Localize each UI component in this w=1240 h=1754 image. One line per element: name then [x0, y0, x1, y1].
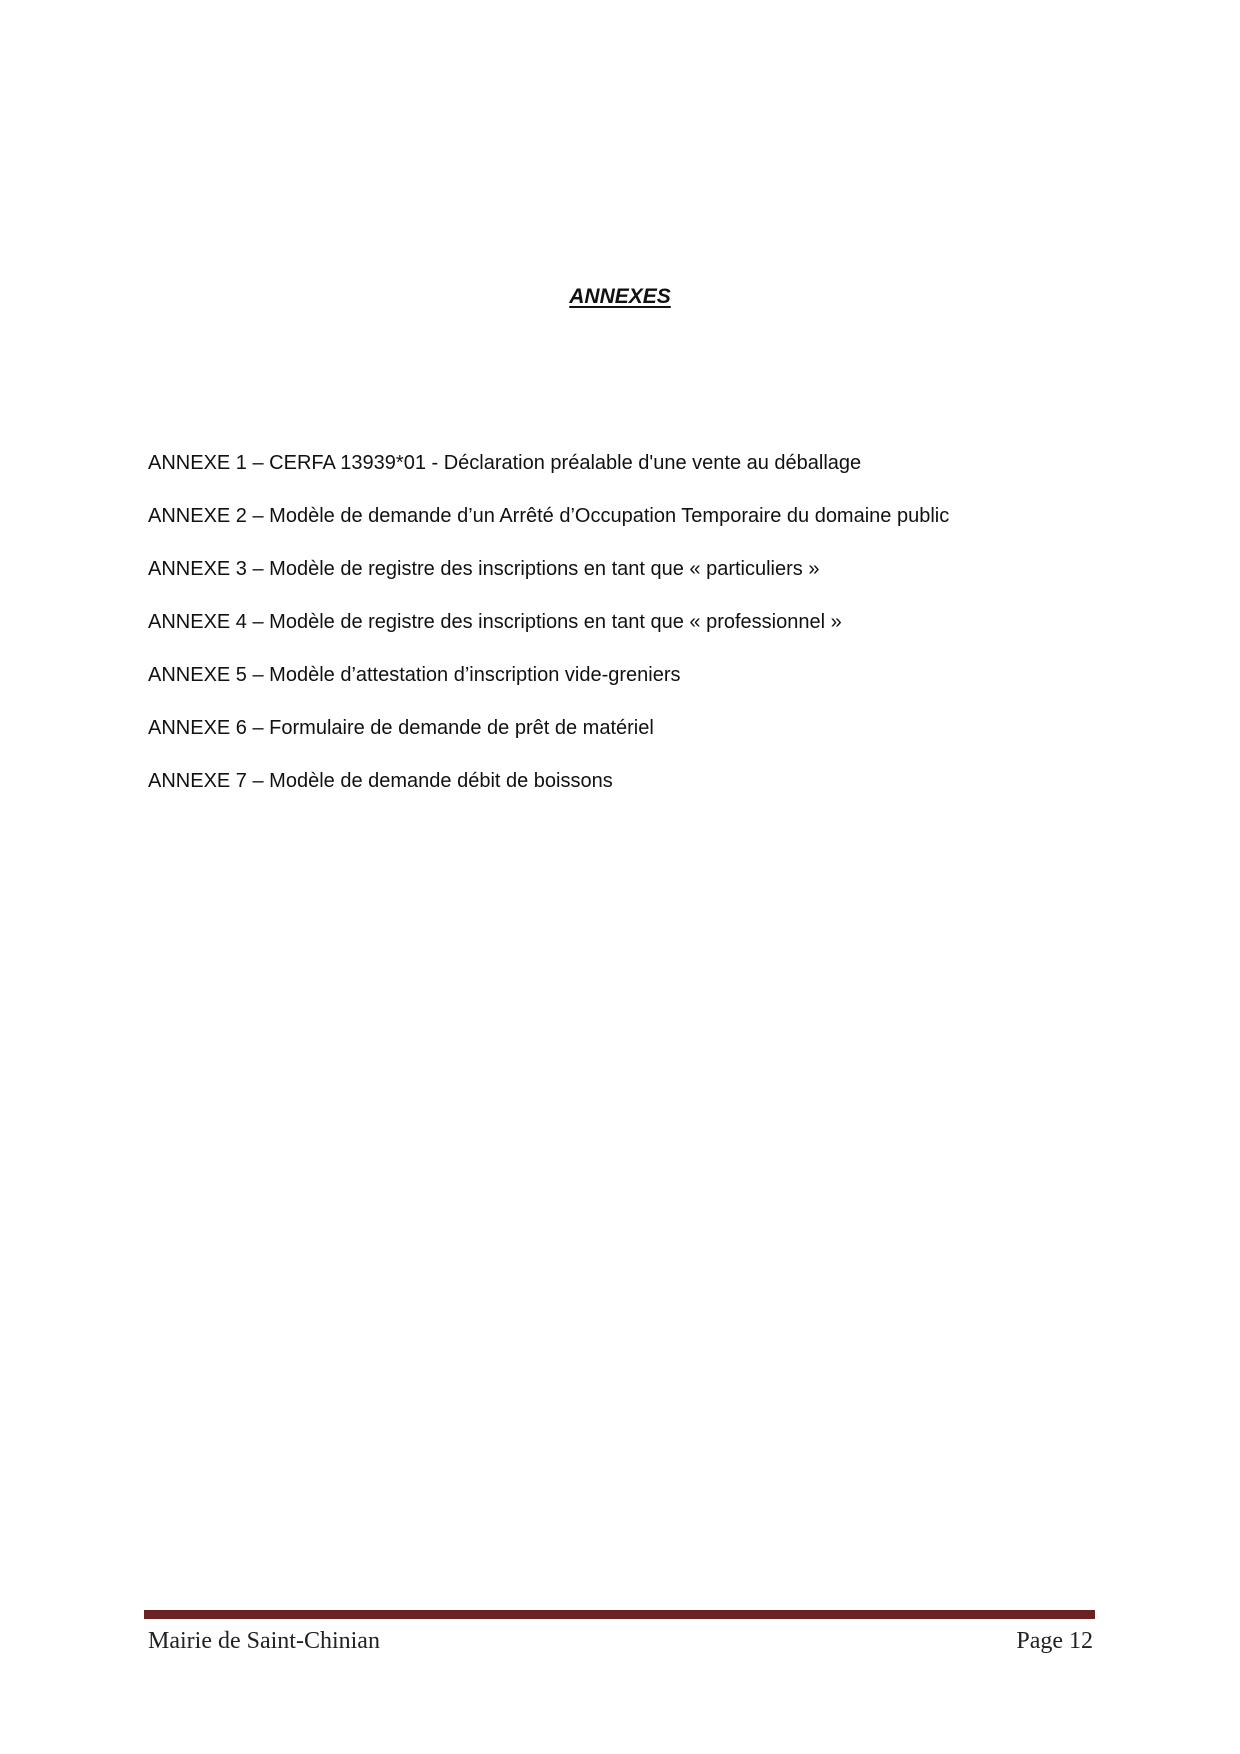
annex-item-5: ANNEXE 5 – Modèle d’attestation d’inscription vide-greniers — [148, 664, 681, 686]
annex-item-1: ANNEXE 1 – CERFA 13939*01 - Déclaration préalable d'une vente au déballage — [148, 452, 862, 474]
annex-item-3: ANNEXE 3 – Modèle de registre des inscriptions en tant que « particuliers » — [148, 558, 820, 580]
annex-list — [148, 449, 1148, 820]
footer-rule — [144, 1610, 1095, 1619]
footer-organization: Mairie de Saint-Chinian — [148, 1628, 380, 1654]
page-title: ANNEXES — [569, 285, 671, 308]
annex-item-2: ANNEXE 2 – Modèle de demande d’un Arrêté d’Occupation Temporaire du domaine public — [148, 505, 950, 527]
footer-page-number: Page 12 — [1016, 1628, 1093, 1654]
footer — [148, 1624, 1093, 1658]
annex-item-6: ANNEXE 6 – Formulaire de demande de prêt de matériel — [148, 717, 654, 739]
annex-item-7: ANNEXE 7 – Modèle de demande débit de boissons — [148, 770, 613, 792]
annex-item-4: ANNEXE 4 – Modèle de registre des inscriptions en tant que « professionnel » — [148, 611, 842, 633]
